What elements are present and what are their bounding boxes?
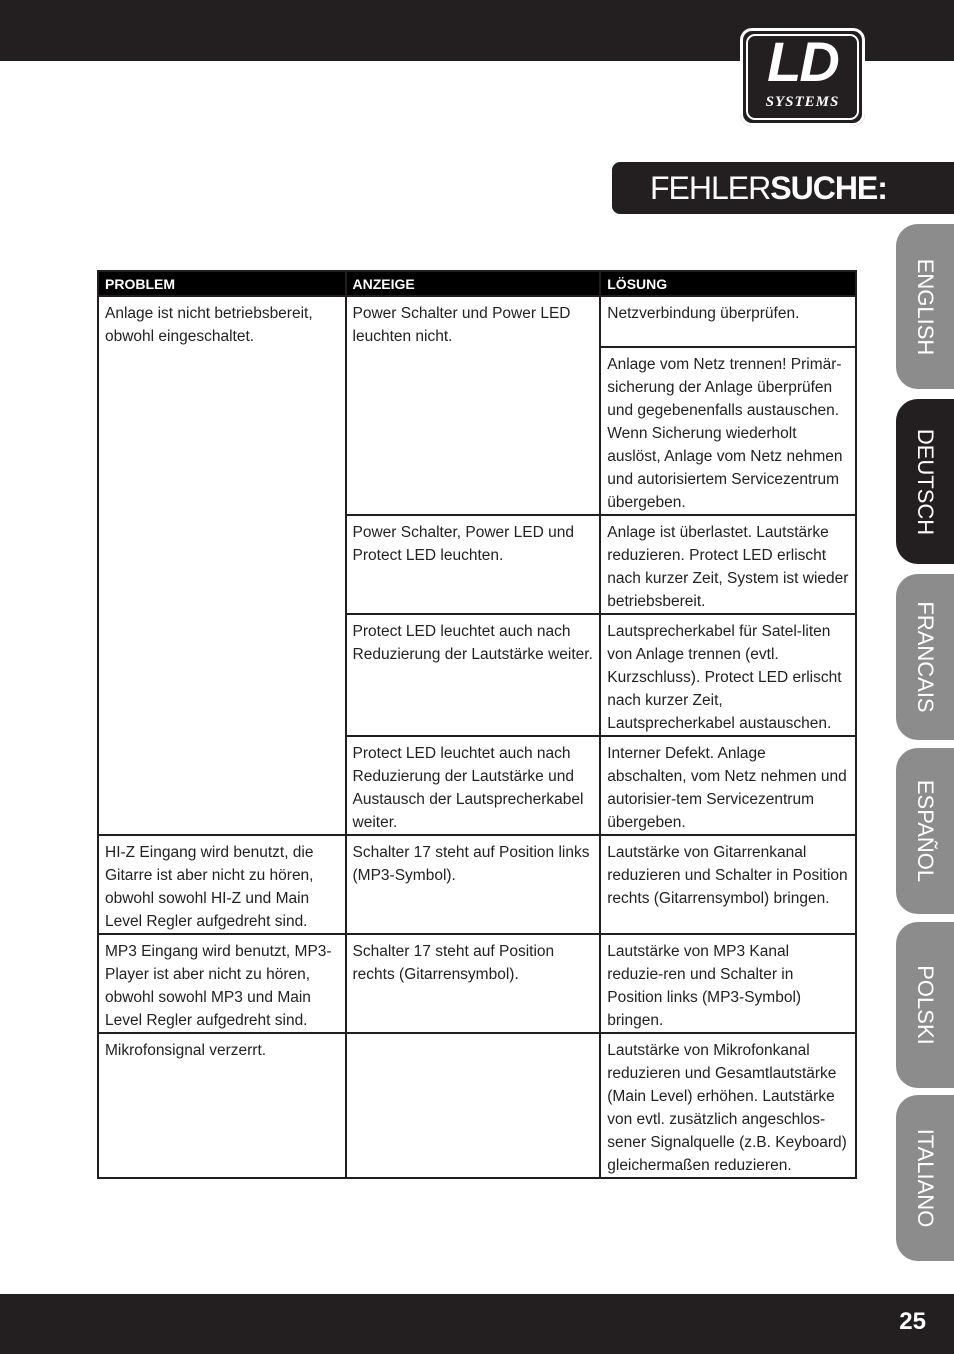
cell-loesung: Netzverbindung überprüfen. [600, 296, 856, 347]
tab-label: ESPAÑOL [913, 779, 938, 883]
cell-loesung: Lautstärke von Mikrofonkanal reduzieren und Gesamtlautstärke (Main Level) erhöhen. Lautstärke von evtl. zusätzlich angeschlos-sener Signalquelle (z.B. Keyboard) gleichermaßen reduzieren. [600, 1033, 856, 1178]
cell-anzeige: Protect LED leuchtet auch nach Reduzierung der Lautstärke und Austausch der Lautsprecherkabel weiter. [346, 736, 601, 835]
tab-espanol[interactable] [896, 748, 954, 914]
bottom-bar [0, 1294, 954, 1354]
tab-label: DEUTSCH [913, 428, 938, 535]
tab-label: ITALIANO [913, 1128, 938, 1228]
tab-francais[interactable] [896, 574, 954, 740]
logo-sub-text: SYSTEMS [765, 94, 840, 110]
cell-anzeige [346, 1033, 601, 1178]
title-thin: FEHLER [650, 170, 771, 206]
page-title [650, 170, 887, 206]
cell-anzeige: Schalter 17 steht auf Position rechts (Gitarrensymbol). [346, 934, 601, 1033]
cell-anzeige: Power Schalter und Power LED leuchten nicht. [346, 296, 601, 515]
tab-english[interactable] [896, 224, 954, 389]
cell-problem: Mikrofonsignal verzerrt. [98, 1033, 346, 1178]
page-number: 25 [899, 1308, 926, 1335]
cell-loesung: Lautstärke von MP3 Kanal reduzie-ren und Schalter in Position links (MP3-Symbol) bringen. [600, 934, 856, 1033]
title-bold: SUCHE: [770, 170, 887, 206]
logo-main-text: LD [767, 30, 838, 93]
table-row [98, 296, 856, 347]
table-row [98, 835, 856, 934]
cell-problem: MP3 Eingang wird benutzt, MP3-Player ist aber nicht zu hören, obwohl sowohl MP3 und Main Level Regler aufgedreht sind. [98, 934, 346, 1033]
cell-anzeige: Protect LED leuchtet auch nach Reduzierung der Lautstärke weiter. [346, 614, 601, 736]
tab-polski[interactable] [896, 922, 954, 1088]
ld-systems-logo [740, 28, 865, 126]
section-title-banner [612, 162, 954, 214]
tab-label: POLSKI [913, 965, 938, 1045]
table-row [98, 1033, 856, 1178]
tab-label: FRANCAIS [913, 601, 938, 713]
tab-label: ENGLISH [913, 258, 938, 355]
cell-loesung: Interner Defekt. Anlage abschalten, vom Netz nehmen und autorisier-tem Servicezentrum übergeben. [600, 736, 856, 835]
header-problem: PROBLEM [98, 271, 346, 296]
cell-problem: Anlage ist nicht betriebsbereit, obwohl eingeschaltet. [98, 296, 346, 835]
cell-loesung: Lautstärke von Gitarrenkanal reduzieren und Schalter in Position rechts (Gitarrensymbol) bringen. [600, 835, 856, 934]
tab-italiano[interactable] [896, 1095, 954, 1261]
tab-deutsch[interactable] [896, 399, 954, 564]
troubleshooting-table [97, 270, 857, 1179]
cell-loesung: Anlage ist überlastet. Lautstärke reduzieren. Protect LED erlischt nach kurzer Zeit, System ist wieder betriebsbereit. [600, 515, 856, 614]
header-anzeige: ANZEIGE [346, 271, 601, 296]
cell-loesung: Lautsprecherkabel für Satel-liten von Anlage trennen (evtl. Kurzschluss). Protect LED erlischt nach kurzer Zeit, Lautsprecherkabel austauschen. [600, 614, 856, 736]
header-loesung: LÖSUNG [600, 271, 856, 296]
table-row [98, 934, 856, 1033]
cell-anzeige: Power Schalter, Power LED und Protect LED leuchten. [346, 515, 601, 614]
cell-loesung: Anlage vom Netz trennen! Primärsicherung der Anlage überprüfen und gegebenenfalls austauschen. Wenn Sicherung wiederholt auslöst, Anlage vom Netz nehmen und autorisiertem Servicezentrum übergeben. [600, 347, 856, 515]
table-header-row [98, 271, 856, 296]
cell-anzeige: Schalter 17 steht auf Position links (MP3-Symbol). [346, 835, 601, 934]
cell-problem: HI-Z Eingang wird benutzt, die Gitarre ist aber nicht zu hören, obwohl sowohl HI-Z und Main Level Regler aufgedreht sind. [98, 835, 346, 934]
